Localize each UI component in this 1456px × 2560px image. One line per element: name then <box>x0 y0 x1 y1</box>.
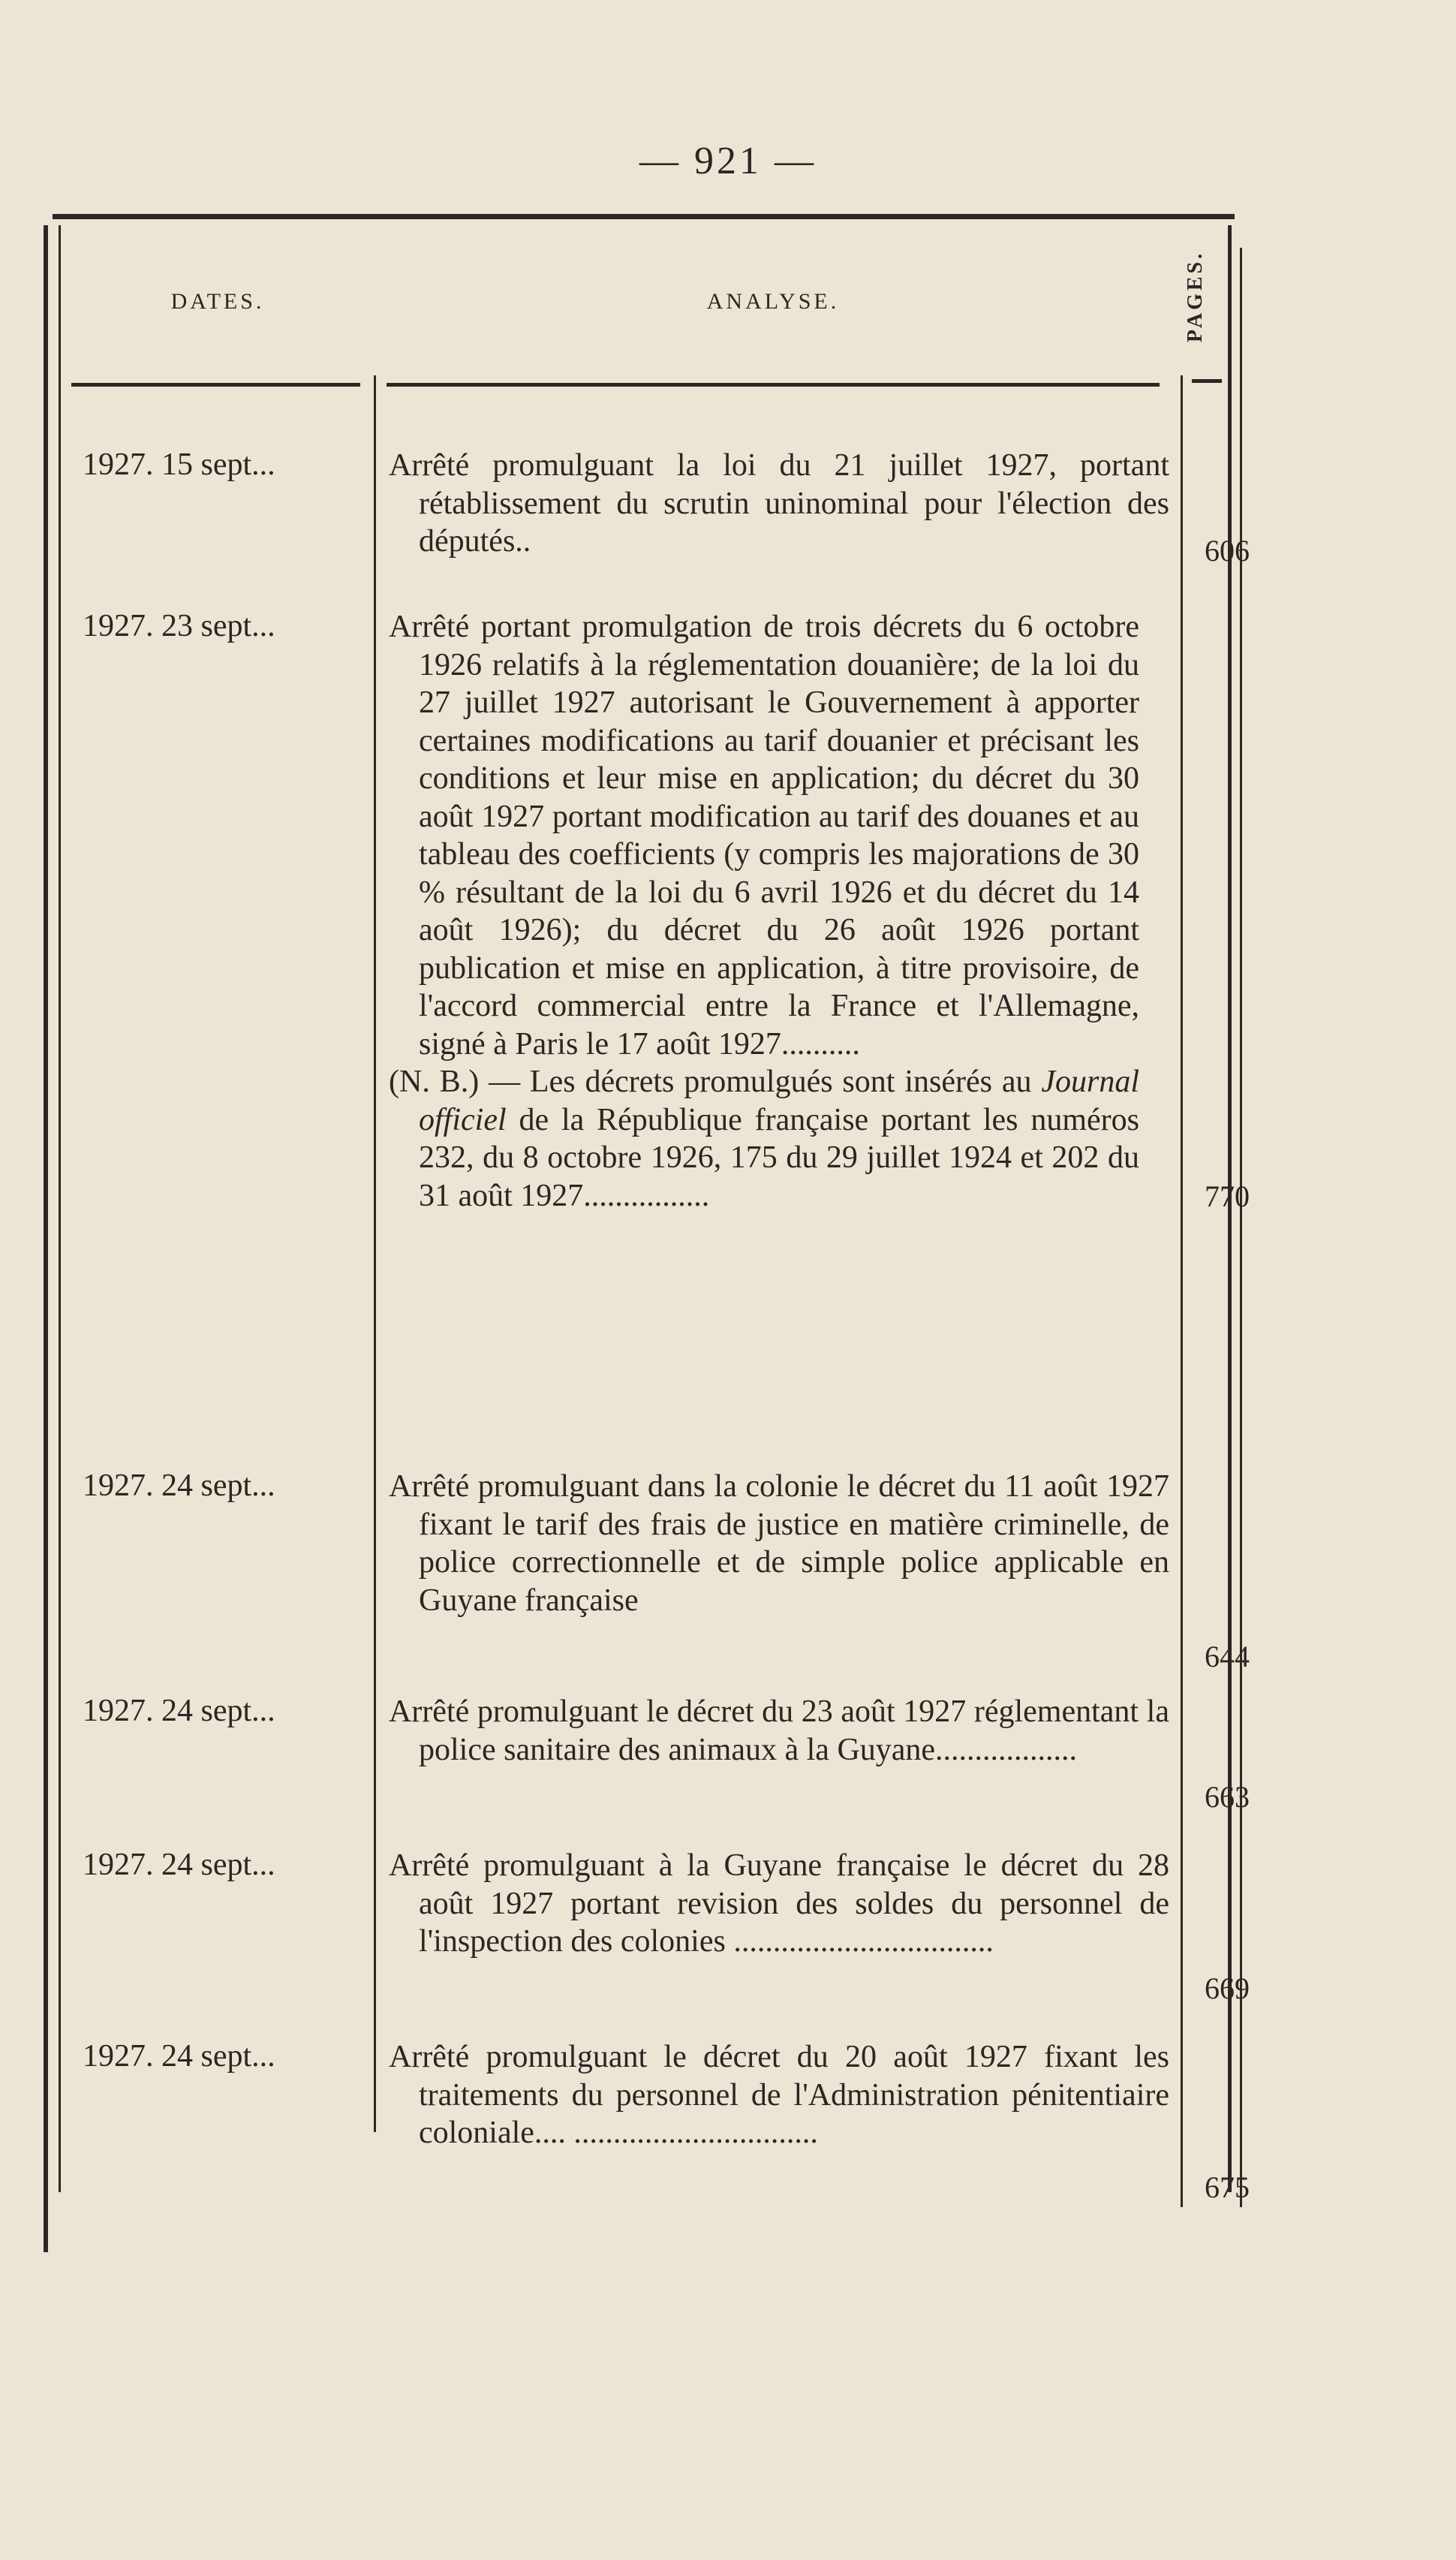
header-analyse: ANALYSE. <box>706 289 840 314</box>
header-underline-analyse <box>387 383 1160 387</box>
header-pages: PAGES. <box>1184 250 1207 343</box>
entry-analysis: Arrêté promulguant à la Guyane française le décret du 28 août 1927 portant revision des soldes du personnel de l'inspection des colonies ................................. <box>389 1848 1169 1959</box>
note-journal: Journal officiel <box>419 1065 1139 1137</box>
entry-date: 1927. 24 sept... <box>83 1694 275 1728</box>
entry-analysis: Arrêté promulguant le décret du 23 août 1927 réglementant la police sanitaire des animaux à la Guyane.................. <box>389 1694 1169 1767</box>
entry-analysis: Arrêté promulguant le décret du 20 août 1927 fixant les traitements du personnel de l'Administration pénitentiaire coloniale.... ............................... <box>389 2040 1169 2150</box>
entry-page: 770 <box>1205 1179 1250 1213</box>
table-top-rule <box>53 214 1235 219</box>
entry-date: 1927. 15 sept... <box>83 447 275 482</box>
entry-date: 1927. 24 sept... <box>83 1848 275 1882</box>
entry-analysis: Arrêté promulguant dans la colonie le décret du 11 août 1927 fixant le tarif des frais de justice en matière criminelle, de police correctionnelle et de simple police applicable en Guyane française <box>389 1469 1169 1618</box>
entry-analysis: Arrêté promulguant la loi du 21 juillet 1927, portant rétablissement du scrutin uninominal pour l'élection des députés.. <box>389 448 1169 559</box>
table-left-rule <box>44 225 48 2252</box>
entry-page: 675 <box>1205 2170 1250 2204</box>
entry-page: 606 <box>1205 534 1250 568</box>
note-prefix: (N. B.) — Les décrets promulgués sont insérés au <box>389 1065 1042 1099</box>
entry-note <box>389 1063 1139 1215</box>
entry-date: 1927. 24 sept... <box>83 2039 275 2074</box>
header-underline-dates <box>71 383 360 387</box>
entry-page: 644 <box>1205 1640 1250 1673</box>
analyse-column-rule <box>1181 375 1183 2207</box>
note-suffix: de la République française portant les numéros 232, du 8 octobre 1926, 175 du 29 juillet 1924 et 202 du 31 août 1927................ <box>419 1102 1139 1213</box>
entry-analysis-text: Arrêté portant promulgation de trois décrets du 6 octobre 1926 relatifs à la réglementation douanière; de la loi du 27 juillet 1927 autorisant le Gouvernement à apporter certaines modifications au tarif douanier et précisant les conditions et leur mise en application; du décret du 30 août 1927 portant modification au tarif des douanes et au tableau des coefficients (y compris les majorations de 30 % résultant de la loi du 6 avril 1926 et du décret du 14 août 1926); du décret du 26 août 1926 portant publication et mise en application, à titre provisoire, de l'accord commercial entre la France et l'Allemagne, signé à Paris le 17 août 1927.......... <box>389 610 1139 1062</box>
entry-date: 1927. 24 sept... <box>83 1468 275 1503</box>
table-left-inner-rule <box>59 225 61 2192</box>
entry-page: 669 <box>1205 1971 1250 2005</box>
page-number: — 921 — <box>639 140 817 182</box>
entry-date: 1927. 23 sept... <box>83 609 275 643</box>
header-dates: DATES. <box>170 289 265 314</box>
entry-analysis <box>389 608 1139 1215</box>
header-underline-pages <box>1192 379 1222 383</box>
entry-page: 663 <box>1205 1780 1250 1814</box>
